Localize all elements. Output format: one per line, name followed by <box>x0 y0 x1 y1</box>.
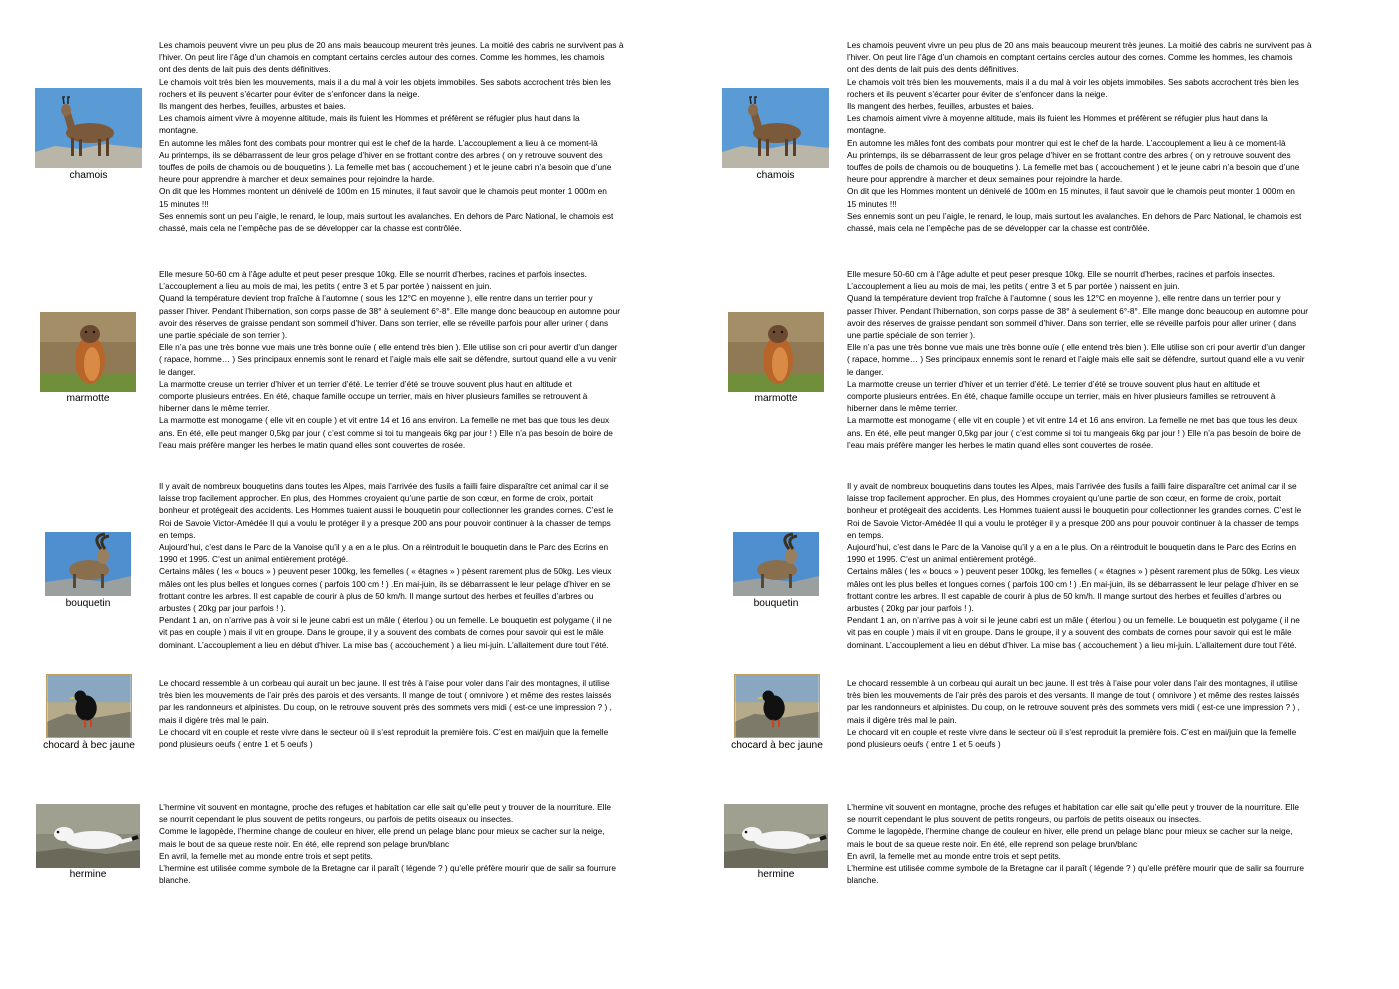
text-line: On dit que les Hommes montent un dénivelé de 100m en 15 minutes, il faut savoir que le chamois peut monter 1 000m en <box>847 186 1295 197</box>
text-line: blanche. <box>847 875 879 886</box>
text-line: frottant contre les arbres. Il est capable de courir à plus de 50 km/h. Il mange surtout des herbes et feuilles d’arbres ou <box>847 590 1282 601</box>
text-line: Les chamois aiment vivre à moyenne altitude, mais ils fuient les Hommes et préfèrent se réfugier plus haut dans la <box>159 113 580 124</box>
chocard-description <box>847 677 1300 750</box>
text-line: ans. En été, elle peut manger 0,5kg par jour ( c’est comme si toi tu mangeais 6kg par jour ! ) Elle n’a pas besoin de boire de <box>847 427 1301 438</box>
text-line: mais le bout de sa queue reste noir. En été, elle reprend son pelage brun/blanc <box>159 838 450 849</box>
text-line: Il y avait de nombreux bouquetins dans toutes les Alpes, mais l’arrivée des fusils a failli faire disparaître cet animal car il se <box>847 481 1297 491</box>
text-line: chassé, mais cela ne l’empêche pas de se développer car la chasse est contrôlée. <box>847 223 1150 234</box>
text-line: l’hiver. On peut lire l’âge d’un chamois en comptant certains cercles autour des cornes. Comme les hommes, les chamois <box>159 52 605 63</box>
text-line: pond plusieurs oeufs ( entre 1 et 5 oeufs ) <box>159 739 313 750</box>
text-line: en temps. <box>159 529 196 540</box>
text-line: ont des dents de lait puis des dents définitives. <box>847 64 1019 75</box>
text-line: arbustes ( 20kg par jour parfois ! ). <box>847 603 974 614</box>
text-line: La marmotte est monogame ( elle vit en couple ) et vit entre 14 et 16 ans environ. La femelle ne met bas que tous les deux <box>159 415 610 426</box>
text-line: Certains mâles ( les « boucs » ) peuvent peser 100kg, les femelles ( « étagnes » ) pèsent rarement plus de 50kg. Les vieux <box>159 566 612 577</box>
text-line: Aujourd’hui, c’est dans le Parc de la Vanoise qu’il y a en a le plus. On a réintroduit le bouquetin dans le Parc des Ecrins en <box>159 542 609 553</box>
text-line: L’hermine vit souvent en montagne, proche des refuges et habitation car elle sait qu’elle peut y trouver de la nourriture. Elle <box>159 802 611 812</box>
text-line: très bien les mouvements de l’air près des parois et des versants. Il mange de tout ( omnivore ) et même des restes laissés <box>847 690 1300 701</box>
text-line: une partie spéciale de son terrier ). <box>159 330 288 341</box>
hermine-caption: hermine <box>757 869 795 880</box>
text-line: blanche. <box>159 875 191 886</box>
text-line: Ils mangent des herbes, feuilles, arbustes et baies. <box>159 101 346 112</box>
text-line: bonheur et protégeait des accidents. Les Hommes tuaient aussi le bouquetin pour collectionner les grandes cornes. C’est le <box>847 505 1302 516</box>
text-line: L’hermine est utilisée comme symbole de la Bretagne car il paraît ( légende ? ) qu’elle préfère mourir que de salir sa fourrure <box>159 863 617 874</box>
text-line: ( rapace, homme… ) Ses principaux ennemis sont le renard et l’aigle mais elle sait se défendre, surtout quand elle a vu venir <box>159 354 617 365</box>
text-line: arbustes ( 20kg par jour parfois ! ). <box>159 603 286 614</box>
text-line: mais il digère très mal le pain. <box>159 714 269 725</box>
chamois-photo <box>722 88 829 168</box>
bouquetin-description <box>159 480 613 651</box>
text-line: En avril, la femelle met au monde entre trois et sept petits. <box>159 850 373 861</box>
text-line: En automne les mâles font des combats pour montrer qui est le chef de la harde. L’accouplement a lieu à ce moment-là <box>847 137 1286 148</box>
text-line: le danger. <box>159 366 196 377</box>
text-line: se nourrit cependant le plus souvent de petits rongeurs, ou parfois de petits oiseaux ou insectes. <box>159 814 514 825</box>
chocard-photo <box>46 674 132 738</box>
text-line: pond plusieurs oeufs ( entre 1 et 5 oeufs ) <box>847 739 1001 750</box>
text-line: dominant. L’accouplement a lieu en début d’hiver. La mise bas ( accouchement ) a lieu mi-juin. L’allaitement dure tout l’été. <box>159 639 609 650</box>
text-line: Quand la température devient trop fraîche à l’automne ( sous les 12°C en moyenne ), elle rentre dans un terrier pour y <box>847 293 1281 304</box>
text-line: avoir des réserves de graisse pendant son sommeil d’hiver. Dans son terrier, elle se réveille parfois pour aller uriner ( dans <box>159 317 609 328</box>
marmotte-caption: marmotte <box>754 393 798 404</box>
text-line: touffes de poils de chamois ou de bouquetins ). La femelle met bas ( accouchement ) et le jeune cabri n’a besoin que d’une <box>159 162 612 173</box>
text-line: montagne. <box>159 125 199 136</box>
hermine-description <box>847 801 1304 886</box>
chamois-caption: chamois <box>69 170 108 181</box>
text-line: comporte plusieurs entrées. En été, chaque famille occupe un terrier, mais en hiver plusieurs familles se retrouvent à <box>847 391 1276 402</box>
hermine-caption: hermine <box>69 869 107 880</box>
text-line: Elle n’a pas une très bonne vue mais une très bonne ouïe ( elle entend très bien ). Elle utilise son cri pour avertir d’un danger <box>847 342 1306 353</box>
text-line: Les chamois peuvent vivre un peu plus de 20 ans mais beaucoup meurent très jeunes. La moitié des cabris ne survivent pas à <box>847 40 1312 50</box>
text-line: 1990 et 1995. C’est un animal entièrement protégé. <box>847 554 1037 565</box>
bouquetin-caption: bouquetin <box>65 598 111 609</box>
text-line: On dit que les Hommes montent un dénivelé de 100m en 15 minutes, il faut savoir que le chamois peut monter 1 000m en <box>159 186 607 197</box>
text-line: Ses ennemis sont un peu l’aigle, le renard, le loup, mais surtout les avalanches. En dehors de Parc National, le chamois est <box>159 210 614 221</box>
marmotte-photo <box>728 312 824 392</box>
text-line: Ses ennemis sont un peu l’aigle, le renard, le loup, mais surtout les avalanches. En dehors de Parc National, le chamois est <box>847 210 1302 221</box>
text-line: Roi de Savoie Victor-Amédée II qui a voulu le protéger il y a presque 200 ans pour pouvoir continuer à la chasser de temps <box>847 517 1299 528</box>
text-line: mais il digère très mal le pain. <box>847 714 957 725</box>
text-line: très bien les mouvements de l’air près des parois et des versants. Il mange de tout ( omnivore ) et même des restes laissés <box>159 690 612 701</box>
text-line: Quand la température devient trop fraîche à l’automne ( sous les 12°C en moyenne ), elle rentre dans un terrier pour y <box>159 293 593 304</box>
text-line: l’eau mais préfère manger les herbes le matin quand elles sont couvertes de rosée. <box>847 439 1154 450</box>
text-line: Il y avait de nombreux bouquetins dans toutes les Alpes, mais l’arrivée des fusils a failli faire disparaître cet animal car il se <box>159 481 609 491</box>
text-line: Pendant 1 an, on n’arrive pas à voir si le jeune cabri est un mâle ( éterlou ) ou un femelle. Le bouquetin est polygame ( il ne <box>847 615 1300 626</box>
text-line: Le chamois voit très bien les mouvements, mais il a du mal à voir les objets immobiles. Ses sabots accrochent très bien les <box>847 76 1299 87</box>
text-line: comporte plusieurs entrées. En été, chaque famille occupe un terrier, mais en hiver plusieurs familles se retrouvent à <box>159 391 588 402</box>
text-line: rochers et ils peuvent s’écarter pour éviter de s’enfoncer dans la neige. <box>159 88 420 99</box>
hermine-description <box>159 801 616 886</box>
text-line: La marmotte creuse un terrier d’hiver et un terrier d’été. Le terrier d’été se trouve souvent plus haut en altitude et <box>159 378 572 389</box>
text-line: une partie spéciale de son terrier ). <box>847 330 976 341</box>
text-line: en temps. <box>847 529 884 540</box>
text-line: La marmotte creuse un terrier d’hiver et un terrier d’été. Le terrier d’été se trouve souvent plus haut en altitude et <box>847 378 1260 389</box>
text-line: vit pas en couple ) mais il vit en groupe. Dans le groupe, il y a souvent des combats de cornes pour savoir qui est le mâle <box>159 627 604 638</box>
text-line: L’accouplement a lieu au mois de mai, les petits ( entre 3 et 5 par portée ) naissent en juin. <box>847 281 1180 292</box>
chamois-description <box>847 39 1311 234</box>
text-line: Elle mesure 50-60 cm à l’âge adulte et peut peser presque 10kg. Elle se nourrit d’herbes, racines et parfois insectes. <box>159 269 587 279</box>
text-line: L’hermine est utilisée comme symbole de la Bretagne car il paraît ( légende ? ) qu’elle préfère mourir que de salir sa fourrure <box>847 863 1305 874</box>
text-line: frottant contre les arbres. Il est capable de courir à plus de 50 km/h. Il mange surtout des herbes et feuilles d’arbres ou <box>159 590 594 601</box>
text-line: Comme le lagopède, l’hermine change de couleur en hiver, elle prend un pelage blanc pour mieux se cacher sur la neige, <box>847 826 1293 837</box>
bouquetin-photo <box>733 532 819 596</box>
text-line: dominant. L’accouplement a lieu en début d’hiver. La mise bas ( accouchement ) a lieu mi-juin. L’allaitement dure tout l’été. <box>847 639 1297 650</box>
text-line: Le chocard ressemble à un corbeau qui aurait un bec jaune. Il est très à l’aise pour voler dans l’air des montagnes, il utilise <box>847 678 1298 688</box>
text-line: 15 minutes !!! <box>159 198 209 209</box>
text-line: par les randonneurs et alpinistes. Du coup, on le retrouve souvent près des sommets vers midi ( est-ce une impression ? ) , <box>847 702 1300 713</box>
text-line: Pendant 1 an, on n’arrive pas à voir si le jeune cabri est un mâle ( éterlou ) ou un femelle. Le bouquetin est polygame ( il ne <box>159 615 612 626</box>
bouquetin-caption: bouquetin <box>753 598 799 609</box>
text-line: La marmotte est monogame ( elle vit en couple ) et vit entre 14 et 16 ans environ. La femelle ne met bas que tous les deux <box>847 415 1298 426</box>
bouquetin-photo <box>45 532 131 596</box>
text-line: 1990 et 1995. C’est un animal entièrement protégé. <box>159 554 349 565</box>
text-line: ( rapace, homme… ) Ses principaux ennemis sont le renard et l’aigle mais elle sait se défendre, surtout quand elle a vu venir <box>847 354 1305 365</box>
text-line: hiberner dans le même terrier. <box>159 403 270 414</box>
text-line: heure pour apprendre à marcher et deux semaines pour rejoindre la harde. <box>159 174 435 185</box>
chamois-photo <box>35 88 142 168</box>
text-line: avoir des réserves de graisse pendant son sommeil d’hiver. Dans son terrier, elle se réveille parfois pour aller uriner ( dans <box>847 317 1297 328</box>
text-line: Aujourd’hui, c’est dans le Parc de la Vanoise qu’il y a en a le plus. On a réintroduit le bouquetin dans le Parc des Ecrins en <box>847 542 1297 553</box>
text-line: Les chamois aiment vivre à moyenne altitude, mais ils fuient les Hommes et préfèrent se réfugier plus haut dans la <box>847 113 1268 124</box>
marmotte-photo <box>40 312 136 392</box>
text-line: En automne les mâles font des combats pour montrer qui est le chef de la harde. L’accouplement a lieu à ce moment-là <box>159 137 598 148</box>
chamois-description <box>159 39 623 234</box>
bouquetin-description <box>847 480 1301 651</box>
text-line: passer l’hiver. Pendant l’hibernation, son corps passe de 38° à seulement 6°-8°. Elle mange donc beaucoup en automne pour <box>847 305 1309 316</box>
text-line: bonheur et protégeait des accidents. Les Hommes tuaient aussi le bouquetin pour collectionner les grandes cornes. C’est le <box>159 505 614 516</box>
marmotte-description <box>159 268 620 451</box>
text-line: touffes de poils de chamois ou de bouquetins ). La femelle met bas ( accouchement ) et le jeune cabri n’a besoin que d’une <box>847 162 1300 173</box>
text-line: Elle n’a pas une très bonne vue mais une très bonne ouïe ( elle entend très bien ). Elle utilise son cri pour avertir d’un danger <box>159 342 618 353</box>
text-line: passer l’hiver. Pendant l’hibernation, son corps passe de 38° à seulement 6°-8°. Elle mange donc beaucoup en automne pour <box>159 305 621 316</box>
text-line: Le chamois voit très bien les mouvements, mais il a du mal à voir les objets immobiles. Ses sabots accrochent très bien les <box>159 76 611 87</box>
text-line: Roi de Savoie Victor-Amédée II qui a voulu le protéger il y a presque 200 ans pour pouvoir continuer à la chasser de temps <box>159 517 611 528</box>
text-line: l’hiver. On peut lire l’âge d’un chamois en comptant certains cercles autour des cornes. Comme les hommes, les chamois <box>847 52 1293 63</box>
chocard-photo <box>734 674 820 738</box>
text-line: le danger. <box>847 366 884 377</box>
text-line: Le chocard vit en couple et reste vivre dans le secteur où il s’est reproduit la première fois. C’est en mai/juin que la femelle <box>847 726 1297 737</box>
text-line: laisse trop facilement approcher. En plus, des Hommes croyaient qu’une partie de son cœur, en forme de croix, portait <box>847 493 1281 504</box>
text-line: 15 minutes !!! <box>847 198 897 209</box>
text-line: Au printemps, ils se débarrassent de leur gros pelage d’hiver en se frottant contre des arbres ( on y retrouve souvent des <box>159 149 603 160</box>
text-line: En avril, la femelle met au monde entre trois et sept petits. <box>847 850 1061 861</box>
text-line: l’eau mais préfère manger les herbes le matin quand elles sont couvertes de rosée. <box>159 439 466 450</box>
marmotte-description <box>847 268 1308 451</box>
marmotte-caption: marmotte <box>66 393 110 404</box>
chocard-caption: chocard à bec jaune <box>43 740 135 751</box>
text-line: par les randonneurs et alpinistes. Du coup, on le retrouve souvent près des sommets vers midi ( est-ce une impression ? ) , <box>159 702 612 713</box>
text-line: ans. En été, elle peut manger 0,5kg par jour ( c’est comme si toi tu mangeais 6kg par jour ! ) Elle n’a pas besoin de boire de <box>159 427 613 438</box>
text-line: hiberner dans le même terrier. <box>847 403 958 414</box>
text-line: Comme le lagopède, l’hermine change de couleur en hiver, elle prend un pelage blanc pour mieux se cacher sur la neige, <box>159 826 605 837</box>
text-line: Le chocard ressemble à un corbeau qui aurait un bec jaune. Il est très à l’aise pour voler dans l’air des montagnes, il utilise <box>159 678 610 688</box>
text-line: se nourrit cependant le plus souvent de petits rongeurs, ou parfois de petits oiseaux ou insectes. <box>847 814 1202 825</box>
text-line: L’accouplement a lieu au mois de mai, les petits ( entre 3 et 5 par portée ) naissent en juin. <box>159 281 492 292</box>
text-line: Elle mesure 50-60 cm à l’âge adulte et peut peser presque 10kg. Elle se nourrit d’herbes, racines et parfois insectes. <box>847 269 1275 279</box>
text-line: vit pas en couple ) mais il vit en groupe. Dans le groupe, il y a souvent des combats de cornes pour savoir qui est le mâle <box>847 627 1292 638</box>
text-line: Au printemps, ils se débarrassent de leur gros pelage d’hiver en se frottant contre des arbres ( on y retrouve souvent des <box>847 149 1291 160</box>
text-line: mâles ont les plus belles et longues cornes ( parfois 100 cm ! ) .En mai-juin, ils se débarrassent le leur pelage d’hiver en se <box>159 578 611 589</box>
chocard-caption: chocard à bec jaune <box>731 740 823 751</box>
text-line: mais le bout de sa queue reste noir. En été, elle reprend son pelage brun/blanc <box>847 838 1138 849</box>
text-line: ont des dents de lait puis des dents définitives. <box>159 64 331 75</box>
chamois-caption: chamois <box>756 170 795 181</box>
hermine-photo <box>724 804 828 868</box>
text-line: Le chocard vit en couple et reste vivre dans le secteur où il s’est reproduit la première fois. C’est en mai/juin que la femelle <box>159 726 609 737</box>
text-line: Ils mangent des herbes, feuilles, arbustes et baies. <box>847 101 1034 112</box>
text-line: L’hermine vit souvent en montagne, proche des refuges et habitation car elle sait qu’elle peut y trouver de la nourriture. Elle <box>847 802 1299 812</box>
text-line: mâles ont les plus belles et longues cornes ( parfois 100 cm ! ) .En mai-juin, ils se débarrassent le leur pelage d’hiver en se <box>847 578 1299 589</box>
text-line: Certains mâles ( les « boucs » ) peuvent peser 100kg, les femelles ( « étagnes » ) pèsent rarement plus de 50kg. Les vieux <box>847 566 1300 577</box>
text-line: laisse trop facilement approcher. En plus, des Hommes croyaient qu’une partie de son cœur, en forme de croix, portait <box>159 493 593 504</box>
text-line: heure pour apprendre à marcher et deux semaines pour rejoindre la harde. <box>847 174 1123 185</box>
text-line: Les chamois peuvent vivre un peu plus de 20 ans mais beaucoup meurent très jeunes. La moitié des cabris ne survivent pas à <box>159 40 624 50</box>
text-line: rochers et ils peuvent s’écarter pour éviter de s’enfoncer dans la neige. <box>847 88 1108 99</box>
text-line: montagne. <box>847 125 887 136</box>
text-line: chassé, mais cela ne l’empêche pas de se développer car la chasse est contrôlée. <box>159 223 462 234</box>
hermine-photo <box>36 804 140 868</box>
chocard-description <box>159 677 612 750</box>
